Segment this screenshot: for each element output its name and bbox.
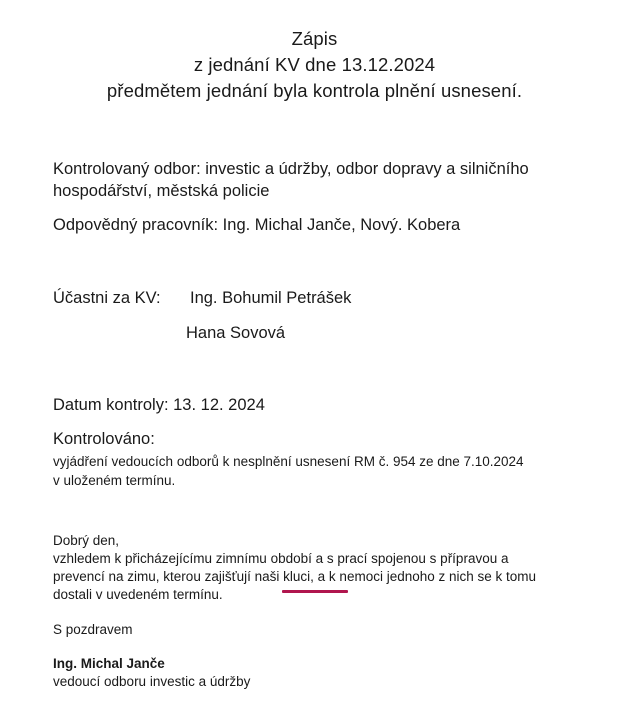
participant-name: Ing. Bohumil Petrášek xyxy=(190,289,352,307)
doc-subtitle-date: z jednání KV dne 13.12.2024 xyxy=(193,54,436,75)
checked-text-line1: vyjádření vedoucích odborů k nesplnění usnesení RM č. 954 ze dne 7.10.2024 xyxy=(53,454,524,469)
letter-line3: dostali v uvedeném termínu. xyxy=(53,587,223,602)
controlled-dept-line2: hospodářství, městská policie xyxy=(53,182,270,200)
checked-label: Kontrolováno: xyxy=(53,430,155,448)
signer-role: vedoucí odboru investic a údržby xyxy=(53,674,251,689)
highlight-underline-mark xyxy=(282,590,348,593)
signer-name: Ing. Michal Janče xyxy=(53,656,165,671)
doc-title: Zápis xyxy=(291,28,338,49)
responsible-person: Odpovědný pracovník: Ing. Michal Janče, Nový. Kobera xyxy=(53,216,461,234)
checked-text-line2: v uloženém termínu. xyxy=(53,473,176,488)
letter-closing: S pozdravem xyxy=(53,622,133,637)
participants-label: Účastni za KV: xyxy=(53,289,161,307)
participant-name: Hana Sovová xyxy=(186,324,286,342)
letter-greeting: Dobrý den, xyxy=(53,533,120,548)
controlled-dept-line1: Kontrolovaný odbor: investic a údržby, odbor dopravy a silničního xyxy=(53,160,529,178)
letter-line1: vzhledem k přicházejícímu zimnímu období a s prací spojenou s přípravou a xyxy=(53,551,509,566)
inspection-date: Datum kontroly: 13. 12. 2024 xyxy=(53,396,265,414)
letter-line2: prevencí na zimu, kterou zajišťují naši kluci, a k nemoci jednoho z nich se k tomu xyxy=(53,569,537,584)
doc-subtitle-subject: předmětem jednání byla kontrola plnění usnesení. xyxy=(106,80,523,101)
